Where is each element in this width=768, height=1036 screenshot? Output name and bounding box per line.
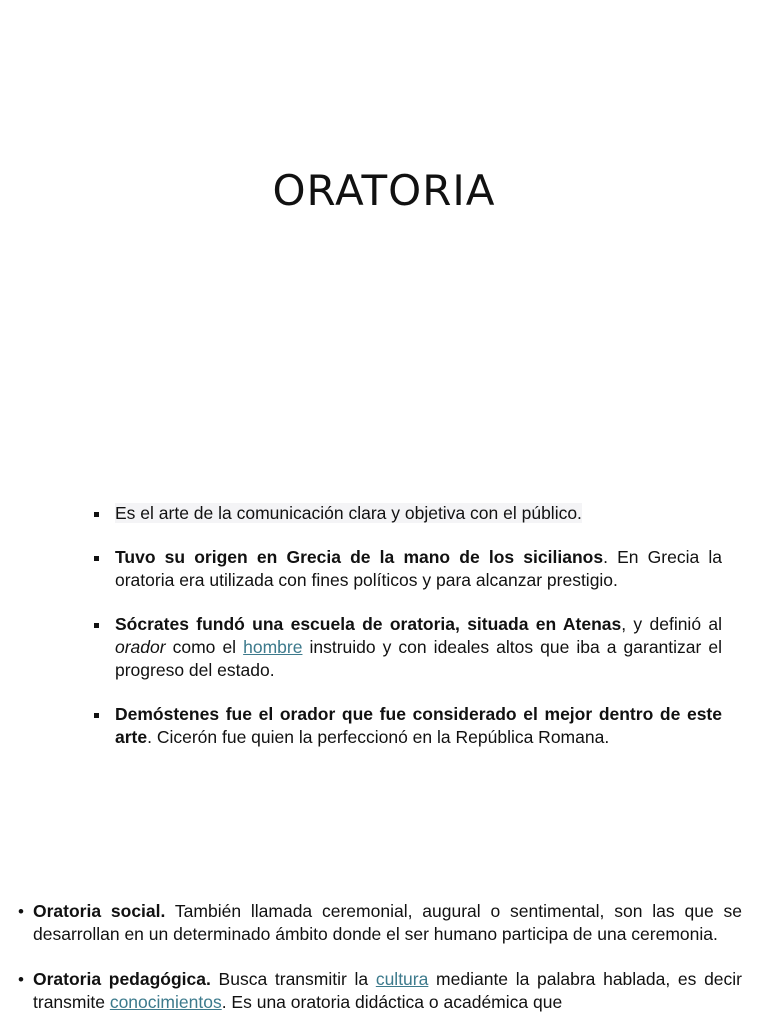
bullet-text: Es el arte de la comunicación clara y objetiva con el público. xyxy=(115,503,582,523)
list-item xyxy=(92,546,722,592)
bullet-text: . Cicerón fue quien la perfeccionó en la República Romana. xyxy=(147,727,610,747)
cultura-link[interactable]: cultura xyxy=(375,969,429,989)
list-item xyxy=(92,613,722,682)
round-bullet-icon: • xyxy=(18,970,24,989)
square-bullet-icon xyxy=(94,512,99,517)
list-item xyxy=(18,900,742,946)
type-text: . Es una oratoria didáctica o académica que xyxy=(221,992,563,1012)
type-text: Busca transmitir la xyxy=(210,969,376,989)
type-bold-text: Oratoria pedagógica. xyxy=(33,969,211,989)
bullet-text: , y definió al xyxy=(621,614,722,634)
square-bullet-icon xyxy=(94,713,99,718)
type-bold-text: Oratoria social. xyxy=(33,901,166,921)
list-item xyxy=(18,968,742,1014)
bullet-bold-text: Demóstenes fue el orador que fue considerado el mejor dentro de este arte xyxy=(115,704,722,747)
bullet-text: como el xyxy=(165,637,244,657)
bullet-bold-text: Tuvo su origen en Grecia de la mano de los sicilianos xyxy=(115,547,604,567)
square-bullet-icon xyxy=(94,556,99,561)
list-item xyxy=(92,703,722,749)
square-bullet-icon xyxy=(94,623,99,628)
hombre-link[interactable]: hombre xyxy=(243,637,303,657)
round-bullet-icon: • xyxy=(18,902,24,921)
type-text: mediante la palabra hablada, es decir transmite xyxy=(33,969,743,1012)
oratory-types-list xyxy=(18,900,742,1036)
bullet-bold-text: Sócrates fundó una escuela de oratoria, situada en Atenas xyxy=(115,614,622,634)
conocimientos-link[interactable]: conocimientos xyxy=(109,992,222,1012)
list-item xyxy=(92,502,722,525)
bullet-text: instruido y con ideales altos que iba a garantizar el progreso del estado. xyxy=(115,637,723,680)
main-bullet-list xyxy=(92,502,722,770)
page-title: ORATORIA xyxy=(272,166,496,215)
bullet-italic-text: orador xyxy=(115,637,166,657)
type-text: También llamada ceremonial, augural o sentimental, son las que se desarrollan en un determinado ámbito donde el ser humano participa de una ceremonia. xyxy=(33,901,742,944)
bullet-text: . En Grecia la oratoria era utilizada con fines políticos y para alcanzar prestigio. xyxy=(115,547,722,590)
